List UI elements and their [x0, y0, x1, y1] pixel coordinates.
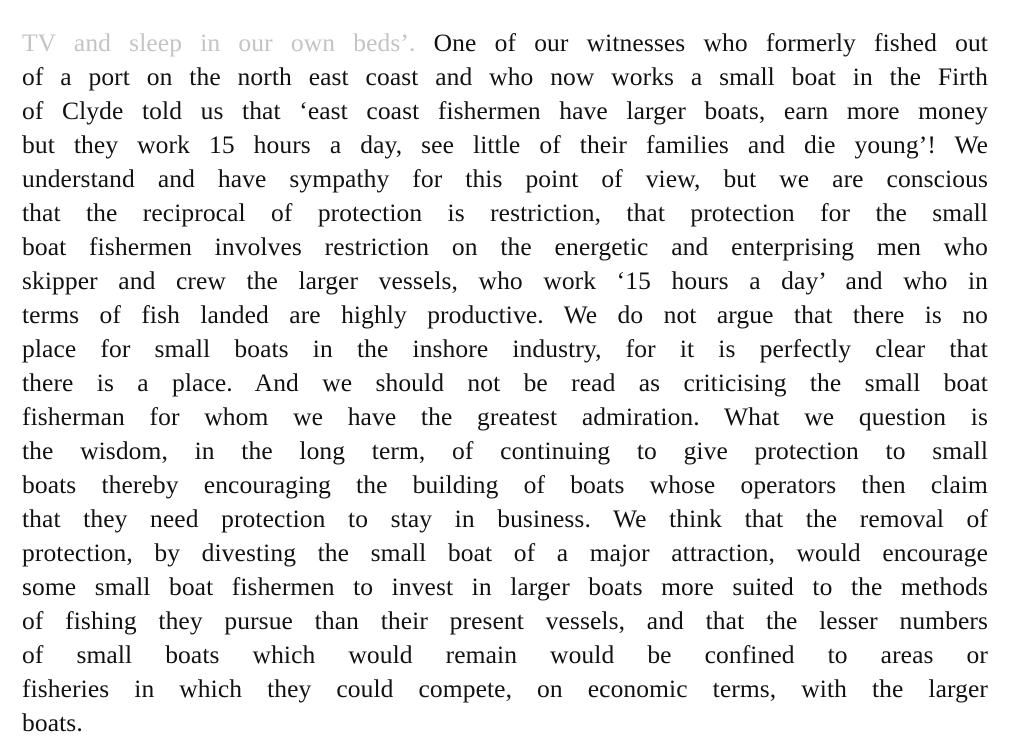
text-line-content: One of our witnesses who formerly fished out — [415, 28, 988, 57]
text-line: terms of fish landed are highly productive. We do not argue that there is no — [22, 300, 988, 329]
text-line — [22, 26, 988, 60]
text-line: protection, by divesting the small boat of a major attraction, would encourage — [22, 538, 988, 567]
text-line-last: boats. — [22, 708, 83, 737]
text-line: but they work 15 hours a day, see little of their families and die young’! We — [22, 130, 988, 159]
text-line: of a port on the north east coast and who now works a small boat in the Firth — [22, 62, 988, 91]
text-line: of small boats which would remain would be confined to areas or — [22, 640, 988, 669]
text-line: place for small boats in the inshore industry, for it is perfectly clear that — [22, 334, 988, 363]
text-line: some small boat fishermen to invest in larger boats more suited to the methods — [22, 572, 988, 601]
text-line: understand and have sympathy for this point of view, but we are conscious — [22, 164, 988, 193]
text-line: fisheries in which they could compete, on economic terms, with the larger — [22, 674, 988, 703]
text-line: of Clyde told us that ‘east coast fishermen have larger boats, earn more money — [22, 96, 988, 125]
text-line: boats thereby encouraging the building of boats whose operators then claim — [22, 470, 988, 499]
text-line: of fishing they pursue than their present vessels, and that the lesser numbers — [22, 606, 988, 635]
text-line: boat fishermen involves restriction on the energetic and enterprising men who — [22, 232, 988, 261]
text-line: that they need protection to stay in business. We think that the removal of — [22, 504, 988, 533]
text-line: that the reciprocal of protection is restriction, that protection for the small — [22, 198, 988, 227]
text-line: the wisdom, in the long term, of continuing to give protection to small — [22, 436, 988, 465]
body-paragraph — [22, 26, 988, 740]
text-line: fisherman for whom we have the greatest admiration. What we question is — [22, 402, 988, 431]
faded-lead-text: TV and sleep in our own beds’. — [22, 28, 416, 57]
text-line: skipper and crew the larger vessels, who work ‘15 hours a day’ and who in — [22, 266, 988, 295]
text-line: there is a place. And we should not be read as criticising the small boat — [22, 368, 988, 397]
